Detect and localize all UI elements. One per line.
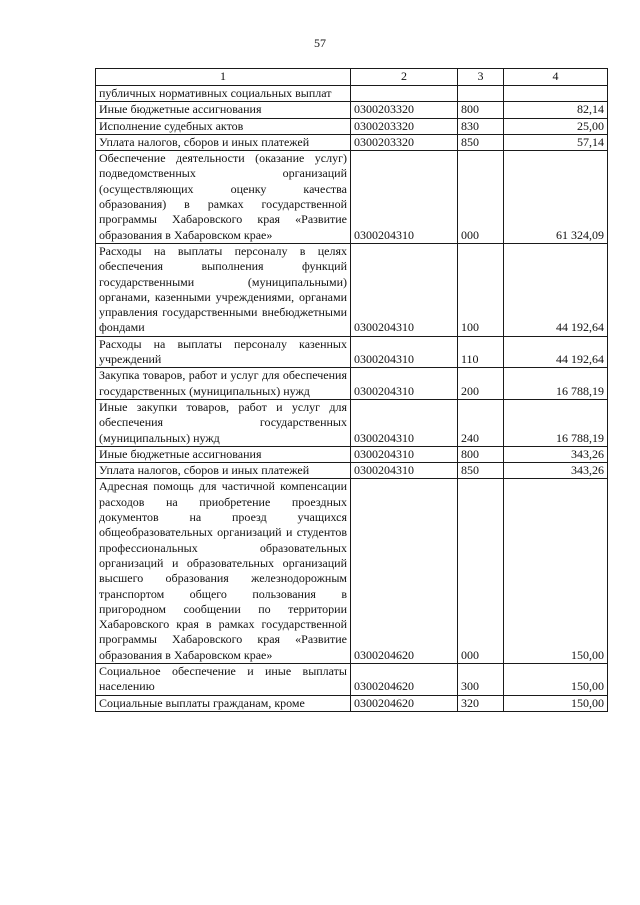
row-amount-cell: 343,26 [504,446,608,462]
row-code-cell: 0300204310 [351,368,458,400]
row-code-cell: 0300204620 [351,479,458,664]
row-amount-cell: 343,26 [504,463,608,479]
table-row [96,695,608,711]
row-code-cell: 0300204310 [351,243,458,336]
table-row [96,479,608,664]
row-type-cell: 000 [458,151,504,244]
table-row [96,663,608,695]
row-type-cell: 850 [458,463,504,479]
row-code-cell: 0300204310 [351,446,458,462]
row-code-cell: 0300204310 [351,336,458,368]
row-type-cell: 000 [458,479,504,664]
row-type-cell: 240 [458,399,504,446]
row-amount-cell: 25,00 [504,118,608,134]
row-code-cell: 0300204310 [351,463,458,479]
row-name-cell: Закупка товаров, работ и услуг для обеспечения государственных (муниципальных) нужд [96,368,351,400]
row-amount-cell: 44 192,64 [504,243,608,336]
row-code-cell: 0300204310 [351,399,458,446]
row-name-cell: Уплата налогов, сборов и иных платежей [96,463,351,479]
row-name-cell: Уплата налогов, сборов и иных платежей [96,134,351,150]
row-amount-cell: 16 788,19 [504,399,608,446]
row-amount-cell: 16 788,19 [504,368,608,400]
table-row [96,86,608,102]
row-name-cell: публичных нормативных социальных выплат [96,86,351,102]
row-type-cell: 850 [458,134,504,150]
row-name-cell: Иные бюджетные ассигнования [96,102,351,118]
row-amount-cell: 82,14 [504,102,608,118]
row-amount-cell: 150,00 [504,663,608,695]
row-code-cell: 0300204620 [351,695,458,711]
row-type-cell: 110 [458,336,504,368]
row-amount-cell: 150,00 [504,695,608,711]
column-header-1: 1 [96,69,351,86]
row-type-cell: 300 [458,663,504,695]
row-code-cell [351,86,458,102]
table-row [96,368,608,400]
column-header-2: 2 [351,69,458,86]
row-type-cell [458,86,504,102]
row-name-cell: Социальные выплаты гражданам, кроме [96,695,351,711]
row-amount-cell: 57,14 [504,134,608,150]
row-amount-cell [504,86,608,102]
row-name-cell: Обеспечение деятельности (оказание услуг) подведомственных организаций (осуществляющих оценку качества образования) в рамках государственной программы Хабаровского края «Развитие образования в Хабаровском крае» [96,151,351,244]
row-code-cell: 0300203320 [351,102,458,118]
row-name-cell: Иные закупки товаров, работ и услуг для обеспечения государственных (муниципальных) нужд [96,399,351,446]
table-row [96,102,608,118]
row-type-cell: 320 [458,695,504,711]
table-row [96,243,608,336]
row-name-cell: Расходы на выплаты персоналу в целях обеспечения выполнения функций государственными (муниципальными) органами, казенными учреждениями, органами управления государственными внебюджетными фондами [96,243,351,336]
row-type-cell: 100 [458,243,504,336]
page-number: 57 [314,36,326,50]
row-type-cell: 800 [458,446,504,462]
budget-table [95,68,608,712]
row-amount-cell: 44 192,64 [504,336,608,368]
row-code-cell: 0300203320 [351,134,458,150]
row-name-cell: Социальное обеспечение и иные выплаты населению [96,663,351,695]
table-row [96,463,608,479]
table-row [96,399,608,446]
row-amount-cell: 150,00 [504,479,608,664]
table-row [96,134,608,150]
row-code-cell: 0300203320 [351,118,458,134]
column-header-4: 4 [504,69,608,86]
row-code-cell: 0300204310 [351,151,458,244]
row-type-cell: 830 [458,118,504,134]
row-type-cell: 800 [458,102,504,118]
table-row [96,118,608,134]
row-amount-cell: 61 324,09 [504,151,608,244]
row-name-cell: Иные бюджетные ассигнования [96,446,351,462]
table-header-row [96,69,608,86]
table-row [96,446,608,462]
row-name-cell: Расходы на выплаты персоналу казенных учреждений [96,336,351,368]
row-name-cell: Адресная помощь для частичной компенсации расходов на приобретение проездных документов на проезд учащихся общеобразовательных организаций и студентов профессиональных образовательных организаций и образовательных организаций высшего образования железнодорожным транспортом общего пользования в пригородном сообщении по территории Хабаровского края в рамках государственной программы Хабаровского края «Развитие образования в Хабаровском крае» [96,479,351,664]
table-row [96,336,608,368]
table-body [96,86,608,712]
row-type-cell: 200 [458,368,504,400]
row-code-cell: 0300204620 [351,663,458,695]
column-header-3: 3 [458,69,504,86]
row-name-cell: Исполнение судебных актов [96,118,351,134]
table-row [96,151,608,244]
